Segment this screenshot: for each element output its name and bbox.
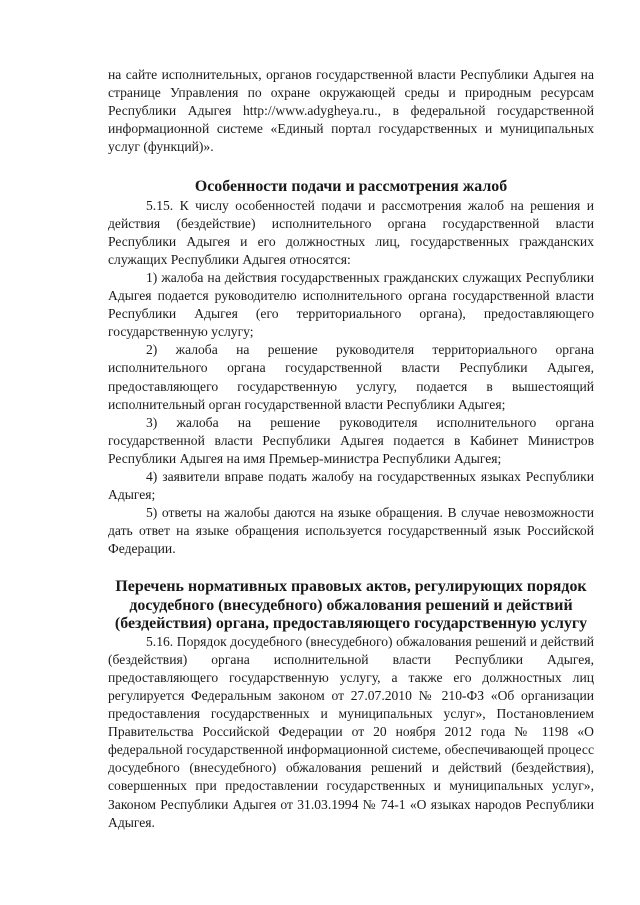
paragraph-5-16: 5.16. Порядок досудебного (внесудебного) обжалования решений и действий (бездействия) органа исполнительной власти Республики Адыгея, предоставляющего государственную услугу, а также его должностных лиц регулируется Федеральным законом от 27.07.2010 № 210-ФЗ «Об организации предоставления государственных и муниципальных услуг», Постановлением Правительства Российской Федерации от 20 ноября 2012 года № 1198 «О федеральной государственной информационной системе, обеспечивающей процесс досудебного (внесудебного) обжалования решений и действий (бездействия), совершенных при предоставлении государственных и муниципальных услуг», Законом Республики Адыгея от 31.03.1994 № 74-1 «О языках народов Республики Адыгея. xyxy=(108,633,594,830)
heading-line-2: досудебного (внесудебного) обжалования решений и действий xyxy=(129,596,573,614)
list-item-2: 2) жалоба на решение руководителя территориального органа исполнительного органа государственной власти Республики Адыгея, предоставляющего государственную услугу, подается в вышестоящий исполнительный орган государственной власти Республики Адыгея; xyxy=(108,342,594,412)
heading-line-3: (бездействия) органа, предоставляющего государственную услугу xyxy=(114,614,588,632)
list-item-3: 3) жалоба на решение руководителя исполнительного органа государственной власти Республики Адыгея подается в Кабинет Министров Республики Адыгея на имя Премьер-министра Республики Адыгея; xyxy=(108,414,594,466)
document-page xyxy=(108,66,594,832)
section-heading-complaint-features: Особенности подачи и рассмотрения жалоб xyxy=(194,178,508,196)
heading-line-1: Перечень нормативных правовых актов, регулирующих порядок xyxy=(115,578,587,596)
list-item-5: 5) ответы на жалобы даются на языке обращения. В случае невозможности дать ответ на языке обращения используется государственный язык Российской Федерации. xyxy=(108,505,594,557)
section-heading-legal-acts xyxy=(108,578,594,632)
list-item-1: 1) жалоба на действия государственных гражданских служащих Республики Адыгея подается руководителю исполнительного органа государственной власти Республики Адыгея (его территориального органа), предоставляющего государственную услугу; xyxy=(108,269,594,340)
list-item-4: 4) заявители вправе подать жалобу на государственных языках Республики Адыгея; xyxy=(108,468,594,503)
intro-paragraph: на сайте исполнительных, органов государственной власти Республики Адыгея на странице Управления по охране окружающей среды и природным ресурсам Республики Адыгея http://www.adygheya.ru., в федеральной государственной информационной системе «Единый портал государственных и муниципальных услуг (функций)». xyxy=(108,67,594,155)
paragraph-5-15: 5.15. К числу особенностей подачи и рассмотрения жалоб на решения и действия (бездействие) исполнительного органа государственной власти Республики Адыгея и его должностных лиц, государственных гражданских служащих Республики Адыгея относятся: xyxy=(108,197,594,267)
